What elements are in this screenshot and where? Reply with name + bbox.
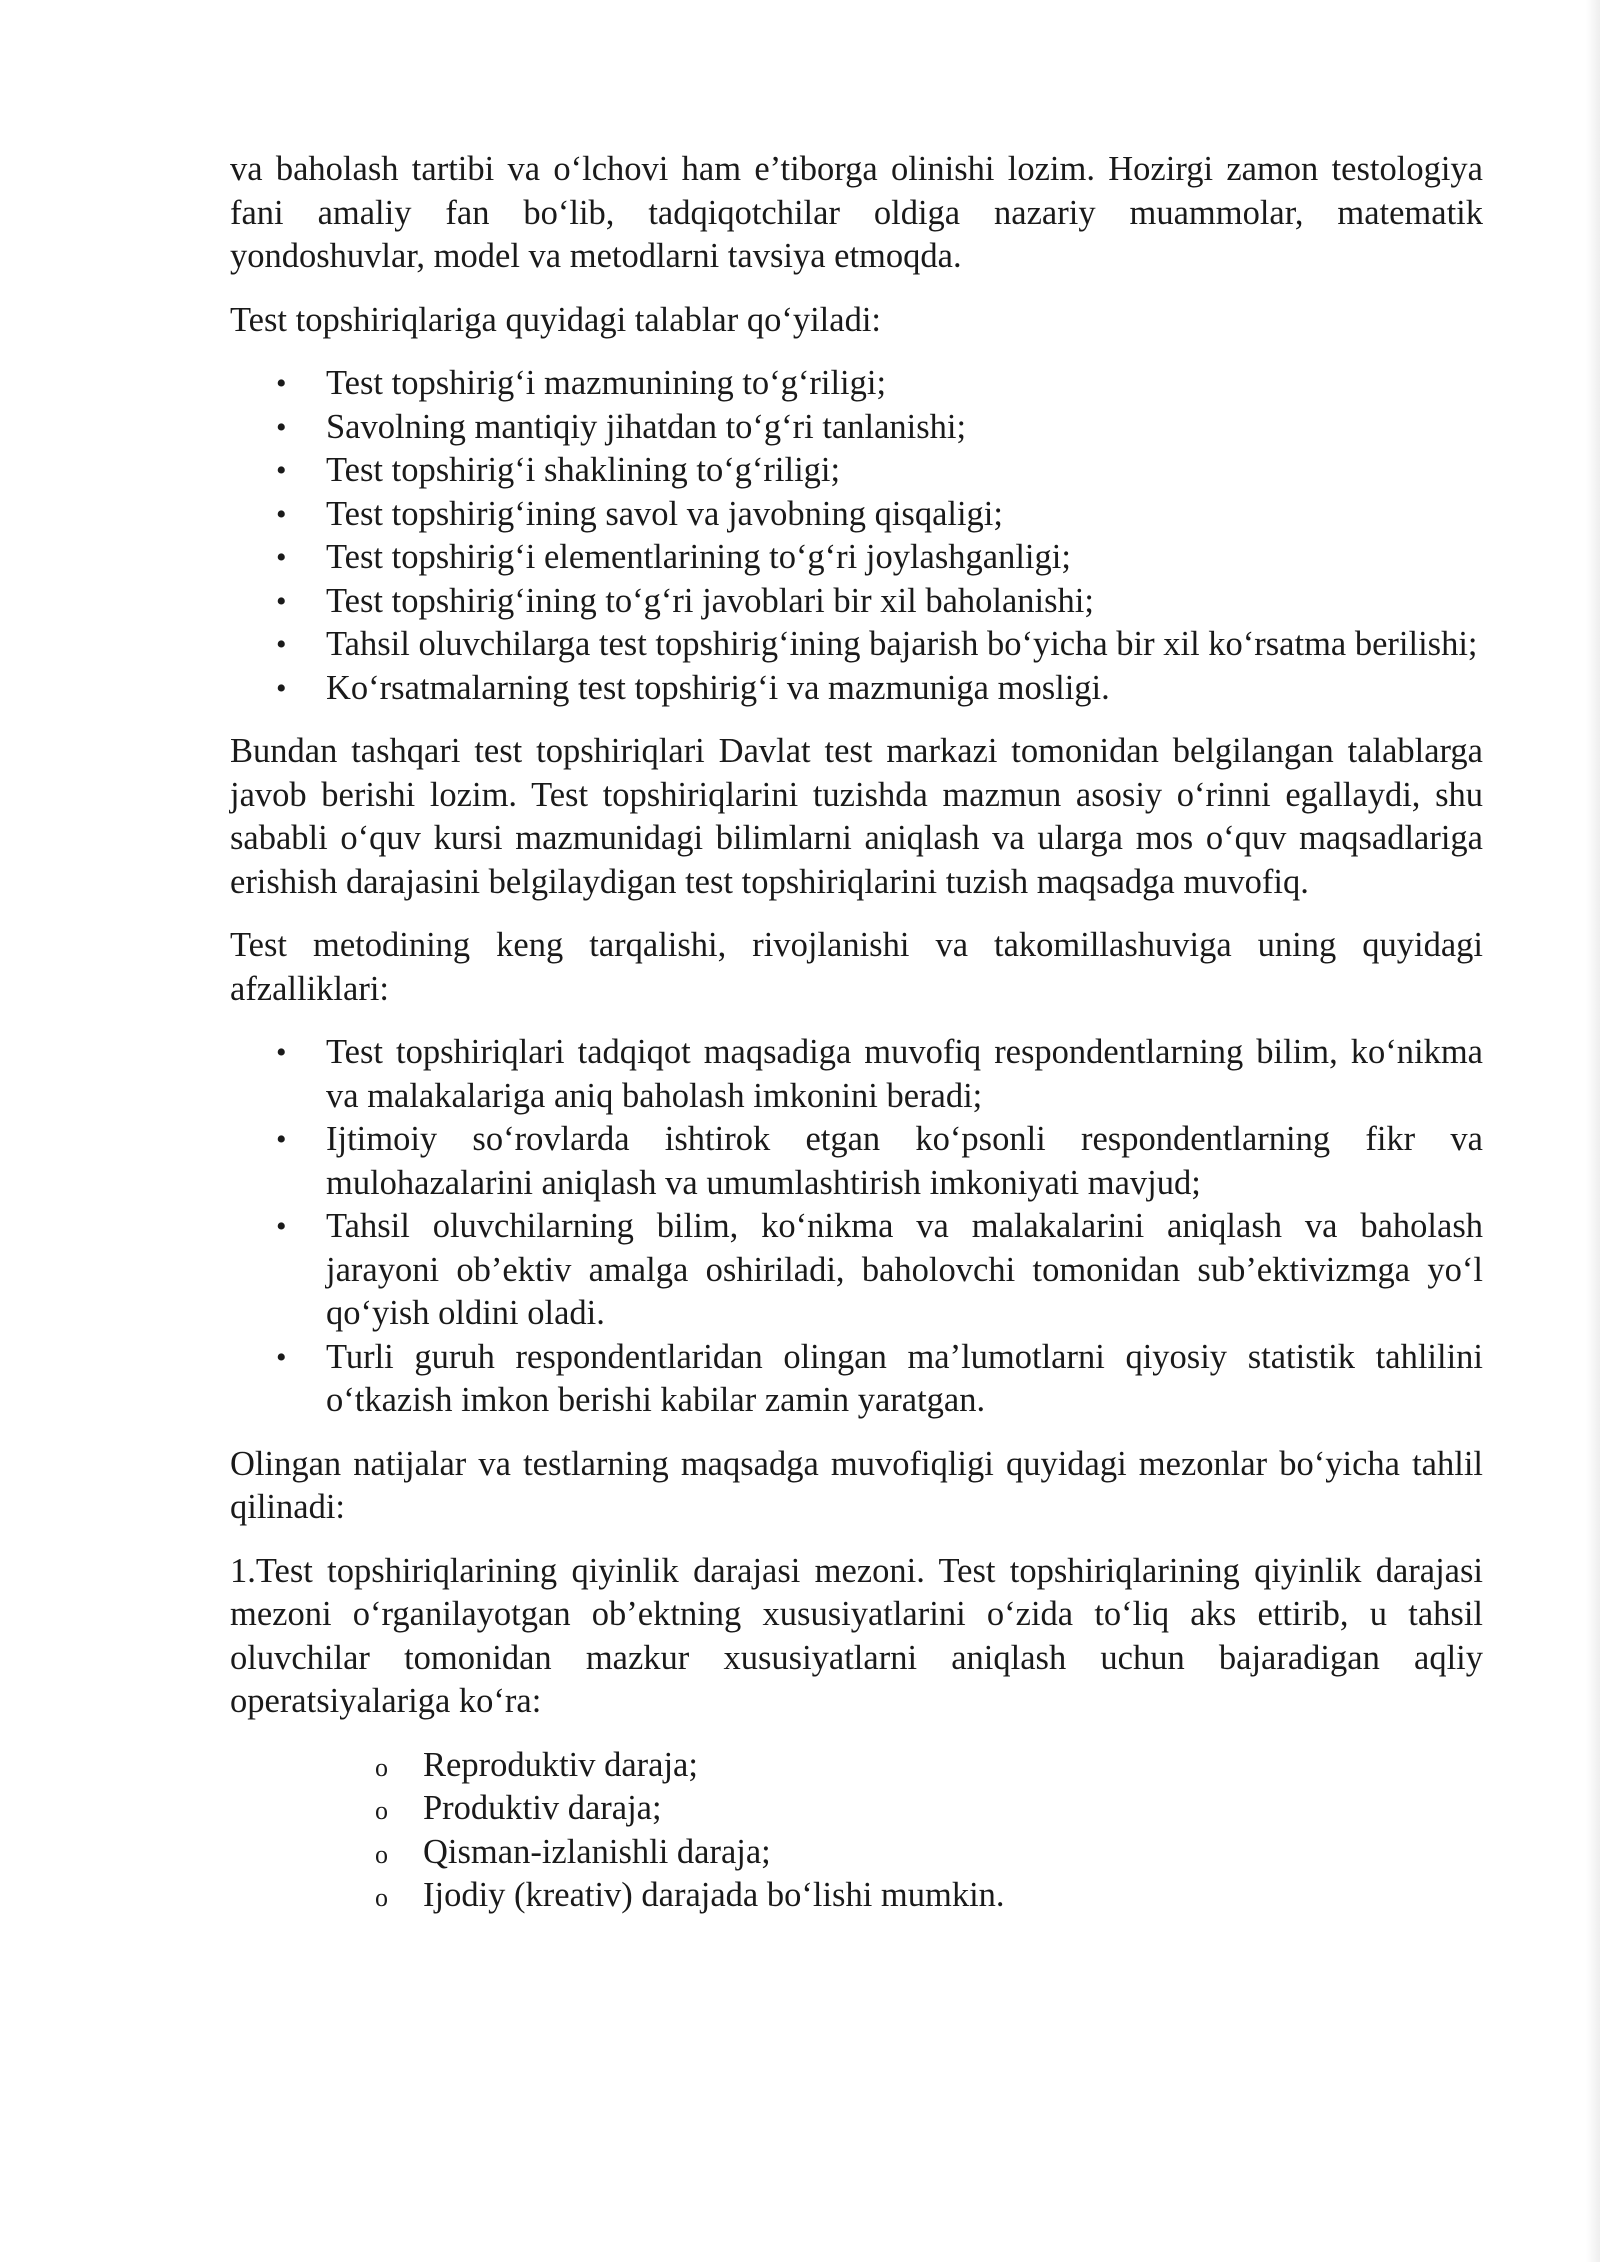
list-item: o Ijodiy (kreativ) darajada bo‘lishi mumkin. (230, 1874, 1483, 1918)
list-item: • Savolning mantiqiy jihatdan to‘g‘ri tanlanishi; (230, 406, 1483, 450)
levels-list (230, 1744, 1483, 1918)
list-item: • Turli guruh respondentlaridan olingan ma’lumotlarni qiyosiy statistik tahlilini o‘tkazish imkon berishi kabilar zamin yaratgan. (230, 1336, 1483, 1423)
paragraph-state-test-center: Bundan tashqari test topshiriqlari Davlat test markazi tomonidan belgilangan talablarga javob berishi lozim. Test topshiriqlarini tuzishda mazmun asosiy o‘rinni egallaydi, shu sababli o‘quv kursi mazmunidagi bilimlarni aniqlash va ularga mos o‘quv maqsadlariga erishish darajasini belgilaydigan test topshiriqlarini tuzish maqsadga muvofiq. (230, 732, 1483, 901)
paragraph-difficulty-criterion: 1.Test topshiriqlarining qiyinlik darajasi mezoni. Test topshiriqlarining qiyinlik darajasi mezoni o‘rganilayotgan ob’ektning xususiyatlarini o‘zida to‘liq aks ettirib, u tahsil oluvchilar tomonidan mazkur xususiyatlarni aniqlash uchun bajaradigan aqliy operatsiyalariga ko‘ra: (230, 1551, 1483, 1720)
list-item: • Test topshirig‘i shaklining to‘g‘riligi; (230, 449, 1483, 493)
list-item: • Ko‘rsatmalarning test topshirig‘i va mazmuniga mosligi. (230, 667, 1483, 711)
advantages-list (230, 1031, 1483, 1423)
list-item: o Reproduktiv daraja; (230, 1744, 1483, 1788)
list-item: • Tahsil oluvchilarning bilim, ko‘nikma va malakalarini aniqlash va baholash jarayoni ob’ektiv amalga oshiriladi, baholovchi tomonidan sub’ektivizmga yo‘l qo‘yish oldini oladi. (230, 1205, 1483, 1336)
paragraph-requirements-heading: Test topshiriqlariga quyidagi talablar qo‘yiladi: (230, 300, 882, 339)
page-edge-shadow (1586, 0, 1600, 2262)
document-page (230, 148, 1483, 1938)
list-item: • Tahsil oluvchilarga test topshirig‘ining bajarish bo‘yicha bir xil ko‘rsatma berilishi; (230, 623, 1483, 667)
paragraph-criteria-heading: Olingan natijalar va testlarning maqsadga muvofiqligi quyidagi mezonlar bo‘yicha tahlil qilinadi: (230, 1444, 1483, 1526)
list-item: • Test topshirig‘i mazmunining to‘g‘riligi; (230, 362, 1483, 406)
list-item: o Qisman-izlanishli daraja; (230, 1831, 1483, 1875)
list-item: • Test topshiriqlari tadqiqot maqsadiga muvofiq respondentlarning bilim, ko‘nikma va malakalariga aniq baholash imkonini beradi; (230, 1031, 1483, 1118)
paragraph-intro: va baholash tartibi va o‘lchovi ham e’tiborga olinishi lozim. Hozirgi zamon testologiya fani amaliy fan bo‘lib, tadqiqotchilar oldiga nazariy muammolar, matematik yondoshuvlar, model va metodlarni tavsiya etmoqda. (230, 150, 1483, 275)
paragraph-advantages-heading: Test metodining keng tarqalishi, rivojlanishi va takomillashuviga uning quyidagi afzalliklari: (230, 926, 1483, 1008)
list-item: • Ijtimoiy so‘rovlarda ishtirok etgan ko‘psonli respondentlarning fikr va mulohazalarini aniqlash va umumlashtirish imkoniyati mavjud; (230, 1118, 1483, 1205)
list-item: o Produktiv daraja; (230, 1787, 1483, 1831)
list-item: • Test topshirig‘ining savol va javobning qisqaligi; (230, 493, 1483, 537)
requirements-list (230, 362, 1483, 710)
list-item: • Test topshirig‘ining to‘g‘ri javoblari bir xil baholanishi; (230, 580, 1483, 624)
list-item: • Test topshirig‘i elementlarining to‘g‘ri joylashganligi; (230, 536, 1483, 580)
